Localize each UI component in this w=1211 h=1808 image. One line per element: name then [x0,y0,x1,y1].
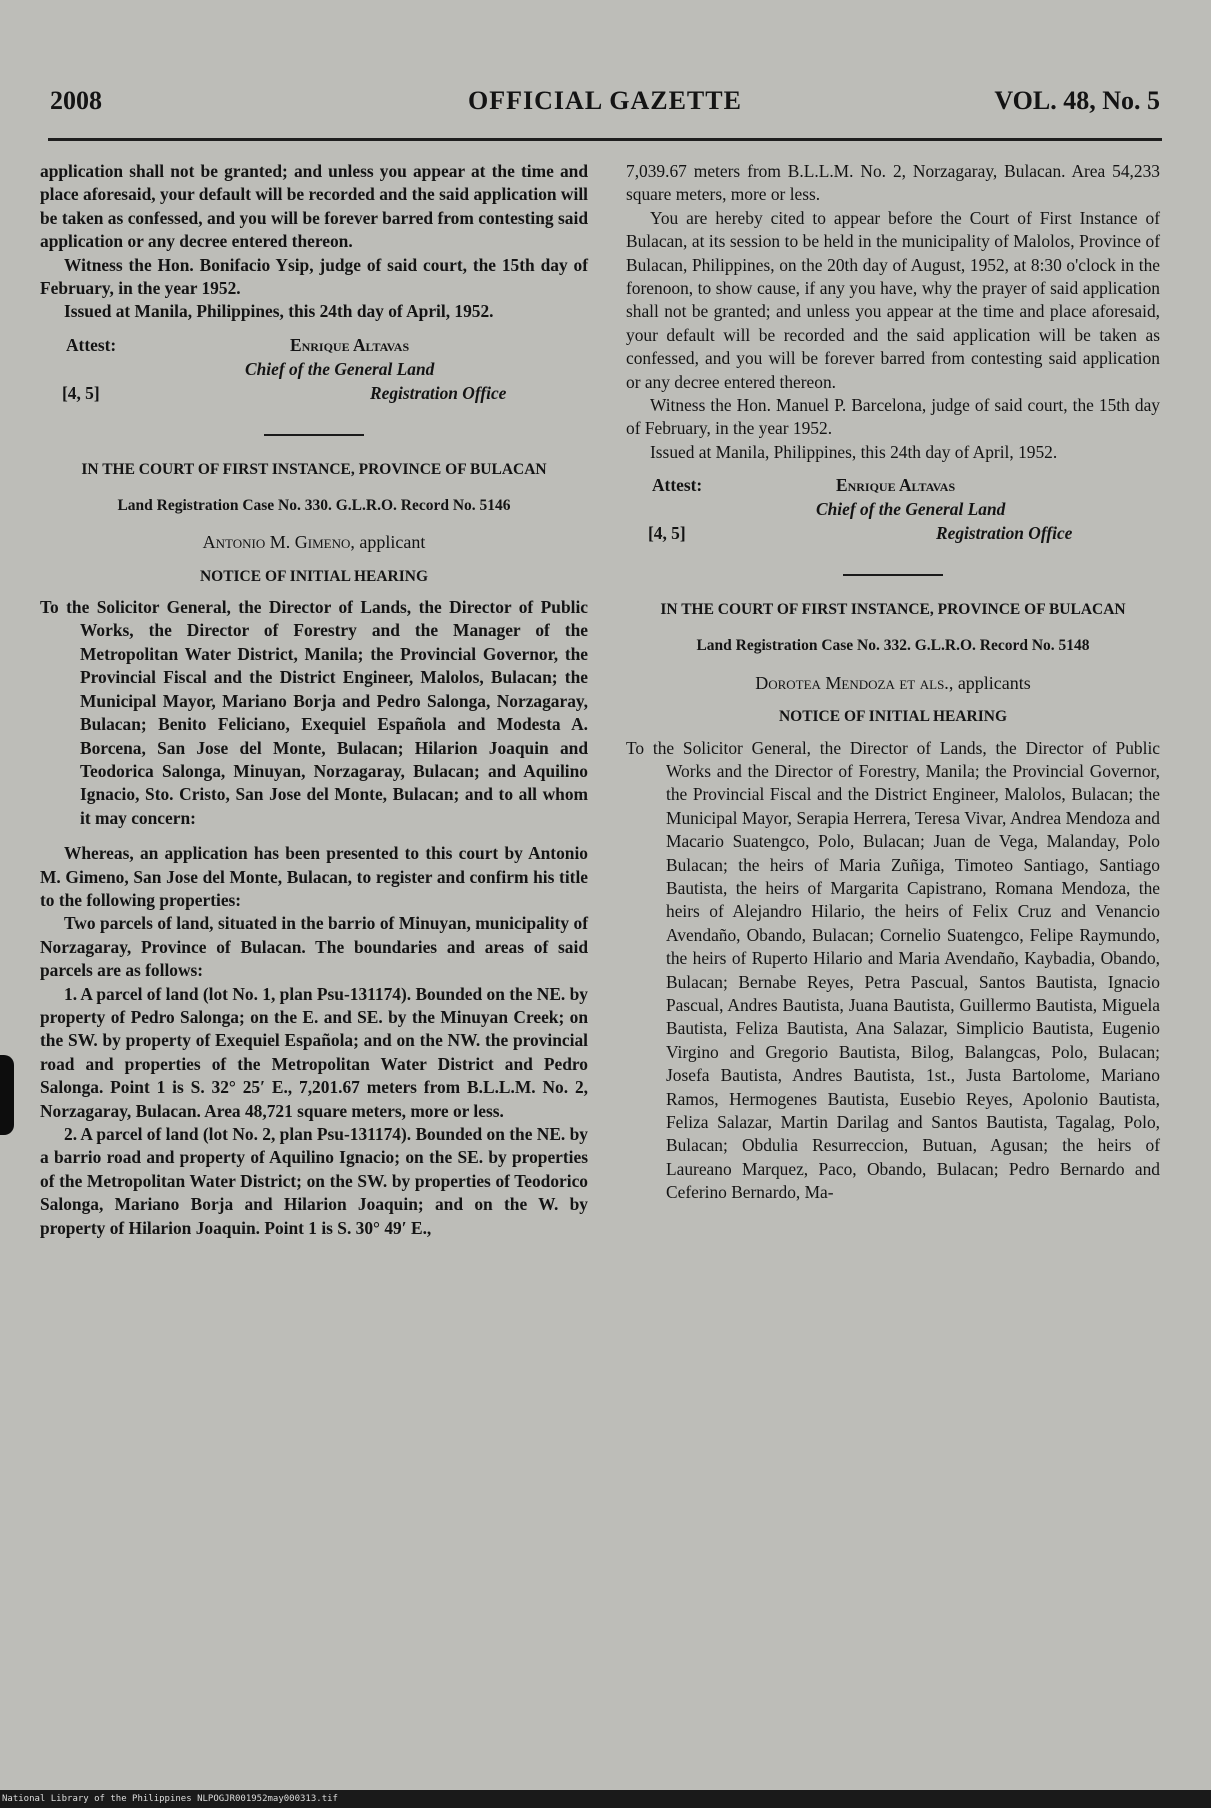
case-number: Land Registration Case No. 332. G.L.R.O. Record No. 5148 [696,637,1090,655]
right-paragraph-1: 7,039.67 meters from B.L.L.M. No. 2, Norzagaray, Bulacan. Area 54,233 square meters, more or less. [626,161,1160,205]
notice-addressees: To the Solicitor General, the Director of Lands, the Director of Public Works, the Director of Forestry and the Manager of the Metropolitan Water District, Manila; the Provincial Governor, the Provincial Fiscal and the District Engineer, Malolos, Bulacan; the Municipal Mayor, Mariano Borja and Pedro Salonga, Norzagaray, Bulacan; Benito Feliciano, Exequiel Española and Modesta A. Borcena, San Jose del Monte, Bulacan; Hilarion Joaquin and Teodorica Salonga, Minuyan, Norzagaray, Bulacan; and Aquilino Ignacio, Sto. Cristo, San Jose del Monte, Bulacan; and to all whom it may concern: [40,597,588,828]
attest-registration: Registration Office [936,523,1073,544]
parcel-1: 1. A parcel of land (lot No. 1, plan Psu-131174). Bounded on the NE. by property of Pedro Salonga; on the E. and SE. by the Minuyan Creek; on the SW. by property of Exequiel Española; and on the NW. the provincial road and properties of the Metropolitan Water District and Pedro Salonga. Point 1 is S. 32° 25′ E., 7,201.67 meters from B.L.L.M. No. 2, Norzagaray, Bulacan. Area 48,721 square meters, more or less. [40,983,588,1121]
notice-heading: NOTICE OF INITIAL HEARING [778,708,1008,726]
court-heading: IN THE COURT OF FIRST INSTANCE, PROVINCE OF BULACAN [81,460,547,478]
attest-label: Attest: [652,475,703,496]
applicant-role: , applicants [948,672,1031,693]
attest-chief: Chief of the General Land [816,499,1006,520]
notice-heading: NOTICE OF INITIAL HEARING [199,567,429,585]
attest-registration: Registration Office [370,382,507,403]
scan-footer: National Library of the Philippines NLPOGJR001952may000313.tif [2,1794,338,1804]
left-paragraph-1: application shall not be granted; and unless you appear at the time and place aforesaid, your default will be recorded and the said application will be taken as confessed, and you will be forever barred from contesting said application or any decree entered thereon. [40,161,588,252]
page-number: 2008 [50,86,102,115]
section-divider [843,574,943,576]
left-issued: Issued at Manila, Philippines, this 24th day of April, 1952. [64,301,494,322]
binding-tab [0,1055,14,1135]
left-witness: Witness the Hon. Bonifacio Ysip, judge of said court, the 15th day of February, in the year 1952. [40,254,588,299]
left-column [40,160,588,1240]
section-divider [264,434,364,436]
page-header [50,86,1160,126]
attest-number: [4, 5] [648,523,686,544]
attest-number: [4, 5] [62,382,100,403]
right-attest-block [626,470,1160,554]
applicant-name: Antonio M. Gimeno [202,532,351,553]
right-issued: Issued at Manila, Philippines, this 24th day of April, 1952. [650,441,1058,462]
right-column [626,160,1160,1205]
left-attest-block [40,330,588,414]
header-rule [48,138,1162,141]
whereas-paragraph: Whereas, an application has been presented to this court by Antonio M. Gimeno, San Jose del Monte, Bulacan, to register and confirm his title to the following properties: [40,843,588,910]
attest-name: Enrique Altavas [290,334,410,355]
applicant-role: , applicant [350,532,426,553]
applicant-name: Dorotea Mendoza et als. [755,672,949,693]
attest-label: Attest: [66,334,117,355]
court-heading: IN THE COURT OF FIRST INSTANCE, PROVINCE OF BULACAN [660,601,1126,619]
parcels-intro: Two parcels of land, situated in the barrio of Minuyan, municipality of Norzagaray, Province of Bulacan. The boundaries and areas of said parcels are as follows: [40,913,588,981]
right-witness: Witness the Hon. Manuel P. Barcelona, judge of said court, the 15th day of February, in the year 1952. [626,395,1160,439]
applicant-line [40,531,588,554]
parcel-2: 2. A parcel of land (lot No. 2, plan Psu-131174). Bounded on the NE. by a barrio road and property of Aquilino Ignacio; on the SE. by properties of the Metropolitan Water District; on the SW. by properties of Teodorico Salonga, Mariano Borja and Hilarion Joaquin; and on the W. by property of Hilarion Joaquin. Point 1 is S. 30° 49′ E., [40,1124,588,1238]
attest-name: Enrique Altavas [836,475,956,496]
volume-number: VOL. 48, No. 5 [994,86,1160,115]
applicant-line [626,672,1160,695]
right-citation: You are hereby cited to appear before the Court of First Instance of Bulacan, at its session to be held in the municipality of Malolos, Province of Bulacan, Philippines, on the 20th day of August, 1952, at 8:30 o'clock in the forenoon, to show cause, if any you have, why the prayer of said application shall not be granted; and unless you appear at the time and place aforesaid, your default will be recorded and the said application will be taken as confessed, and you will be forever barred from contesting said application or any decree entered thereon. [626,207,1160,392]
publication-title: OFFICIAL GAZETTE [468,86,742,115]
notice-addressees: To the Solicitor General, the Director of Lands, the Director of Public Works and the Director of Forestry, Manila; the Provincial Governor, the Provincial Fiscal and the District Engineer, Malolos, Bulacan; the Municipal Mayor, Serapia Herrera, Teresa Vivar, Andrea Mendoza and Macario Suatengco, Polo, Bulacan; Juan de Vega, Malanday, Polo Bulacan; the heirs of Maria Zuñiga, Timoteo Santiago, Santiago Bautista, the heirs of Margarita Capistrano, Romana Mendoza, the heirs of Alejandro Hilario, the heirs of Felix Cruz and Venancio Avendaño, Obando, Bulacan; Cornelio Suatengco, Felipe Raymundo, the heirs of Ruperto Hilario and Maria Avendaño, Kaybadia, Obando, Bulacan; Bernabe Reyes, Petra Pascual, Santos Bautista, Ignacio Pascual, Andres Bautista, Juana Bautista, Guillermo Bautista, Miguela Bautista, Feliza Bautista, Ana Salazar, Simplicio Bautista, Eugenio Virgino and Gregorio Bautista, Bilog, Balangcas, Polo, Bulacan; Josefa Bautista, Andres Bautista, 1st., Justa Bartolome, Mariano Ramos, Hermogenes Bautista, Eusebio Reyes, Apolonio Bautista, Feliza Salazar, Martin Darilag and Santos Bautista, Tagalag, Polo, Bulacan; Obdulia Resurreccion, Butuan, Agusan; the heirs of Laureano Marquez, Paco, Obando, Bulacan; Pedro Bernardo and Ceferino Bernardo, Ma- [626,737,1160,1203]
attest-chief: Chief of the General Land [245,358,435,379]
case-number: Land Registration Case No. 330. G.L.R.O. Record No. 5146 [117,496,511,514]
